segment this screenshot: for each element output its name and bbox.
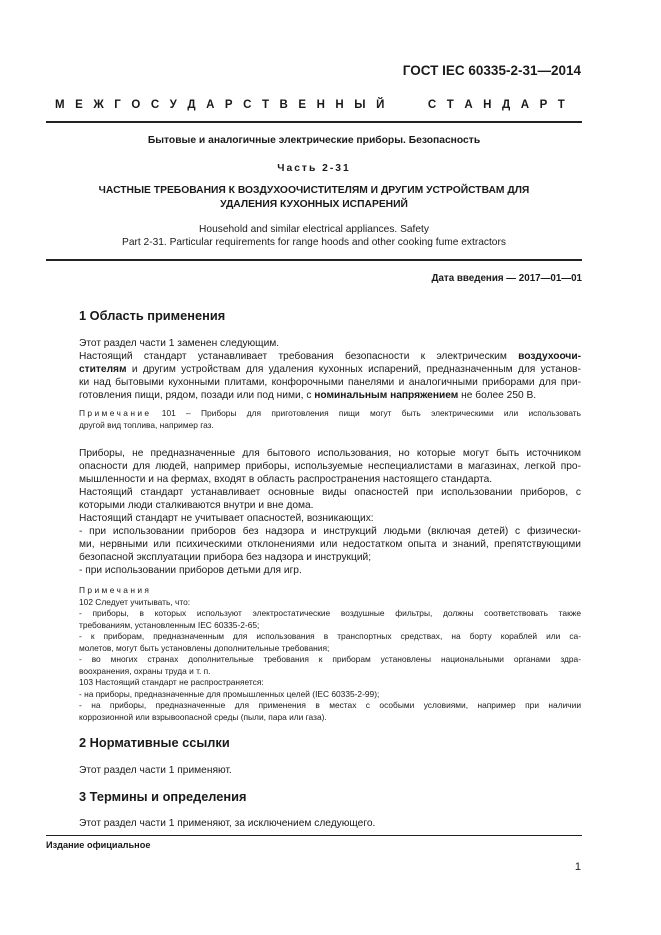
s1-p3-line1: Приборы, не предназначенные для бытового использования, но которые могут быть источником xyxy=(79,448,581,459)
s1-p4-line1: Настоящий стандарт устанавливает основные виды опасностей при использовании приборов, с xyxy=(79,487,581,498)
banner-letter: Н xyxy=(335,99,344,111)
banner-letter: Ж xyxy=(93,99,104,111)
banner-letter: У xyxy=(169,99,177,111)
banner-letter: Д xyxy=(502,99,511,111)
banner-letter: Т xyxy=(557,99,565,111)
section-1-body-2 xyxy=(79,447,581,577)
page-number: 1 xyxy=(574,861,581,873)
note-103: 103 Настоящий стандарт не распространяется: xyxy=(79,677,264,687)
introduction-date: Дата введения — 2017—01—01 xyxy=(431,273,582,284)
banner-letter: Й xyxy=(376,99,385,111)
banner-letter: Н xyxy=(316,99,325,111)
s1-p3-line2: опасности для людей, например приборы, используемые неспециалистами в магазинах, легкой про- xyxy=(79,461,581,472)
banner-letter: М xyxy=(55,99,65,111)
s1-p2-b: и другим устройствам для удаления кухонных испарений, предназначенным для установ- xyxy=(131,364,581,375)
banner-letter: О xyxy=(131,99,141,111)
official-edition-label: Издание официальное xyxy=(46,840,151,850)
s1-p5: Настоящий стандарт не учитывает опасностей, возникающих: xyxy=(79,513,374,524)
banner-letter: С xyxy=(427,99,437,111)
s1-p3-line3: мышленности и на фермах, входят в область распространения настоящего стандарта. xyxy=(79,474,493,485)
note-103-b2-line1: - на приборы, предназначенные для применения в местах с особыми условиями, например при наличии xyxy=(79,700,581,710)
note-102-b2-line2: молетов, могут быть установлены дополнительные требования; xyxy=(79,642,330,653)
s1-p2-line2 xyxy=(79,363,581,376)
banner-letter: Е xyxy=(298,99,307,111)
s1-b1-line2: ми, нервными или психическими отклонениями или недостатком опыта и знаний, препятствующими xyxy=(79,539,581,550)
note-102-b1-line2: требованиям, установленным IEC 60335-2-65; xyxy=(79,619,260,630)
banner-letter xyxy=(411,99,417,111)
s1-b2: - при использовании приборов детьми для игр. xyxy=(79,565,302,576)
banner-letter: А xyxy=(520,99,530,111)
notes-label: Примечания xyxy=(79,585,152,595)
banner-letter: Г xyxy=(114,99,121,111)
title-en-line2: Part 2-31. Particular requirements for range hoods and other cooking fume extractors xyxy=(122,237,506,248)
banner-letter: Ы xyxy=(354,99,366,111)
banner-letter: Е xyxy=(75,99,83,111)
section-2-text: Этот раздел части 1 применяют. xyxy=(79,765,232,776)
note-103-b1: - на приборы, предназначенные для промышленных целей (IEC 60335-2-99); xyxy=(79,688,380,699)
note-101 xyxy=(79,408,581,431)
note-102-b2-line1: - к приборам, предназначенным для использования в транспортных средствах, на борту кораблей или са- xyxy=(79,631,581,641)
banner-letter: С xyxy=(243,99,252,111)
s1-b1-line3: безопасной эксплуатации прибора без надзора и инструкций; xyxy=(79,552,372,563)
note-103-b2-line2: коррозионной или взрывоопасной среды (пыли, пара или газа). xyxy=(79,711,327,722)
banner-letter: Н xyxy=(483,99,492,111)
s1-p2-e: не более 250 В. xyxy=(461,390,537,401)
s1-p4-line2: которыми люди сталкиваются внутри и вне дома. xyxy=(79,500,314,511)
section-1-heading: 1 Область применения xyxy=(79,308,226,323)
document-number: ГОСТ IEC 60335-2-31—2014 xyxy=(402,63,581,78)
section-1-body xyxy=(79,337,581,402)
title-english xyxy=(46,223,582,249)
title-main-line1: ЧАСТНЫЕ ТРЕБОВАНИЯ К ВОЗДУХООЧИСТИТЕЛЯМ И ДРУГИМ УСТРОЙСТВАМ ДЛЯ xyxy=(98,185,530,196)
s1-p2-line3: ки над бытовыми кухонными плитами, конфорочными панелями и аналогичными приборами для при- xyxy=(79,377,581,388)
footer-rule xyxy=(46,835,582,836)
s1-p2-line4 xyxy=(79,389,581,402)
banner-letter: Р xyxy=(224,99,233,111)
banner-letter: В xyxy=(279,99,288,111)
notes-102-103 xyxy=(79,585,581,723)
header-rule xyxy=(46,121,582,123)
title-rule xyxy=(46,259,582,261)
title-part: Часть 2-31 xyxy=(277,163,351,174)
note-101-text1: 101 – Приборы для приготовления пищи могут быть электрическими или использовать xyxy=(161,408,582,418)
title-main-line2: УДАЛЕНИЯ КУХОННЫХ ИСПАРЕНИЙ xyxy=(220,199,408,210)
note-101-line1 xyxy=(79,408,581,420)
s1-p2-bold2: номинальным напряжением xyxy=(314,390,459,401)
s1-p2-bold1b: стителям xyxy=(79,364,127,375)
note-102-b3-line1: - во многих странах дополнительные требования к приборам установлены национальными органами здра- xyxy=(79,654,581,664)
s1-p1: Этот раздел части 1 заменен следующим. xyxy=(79,338,280,349)
banner-letter: Д xyxy=(187,99,196,111)
note-101-label: Примечание xyxy=(79,408,152,418)
section-3-heading: 3 Термины и определения xyxy=(79,789,247,804)
title-en-line1: Household and similar electrical appliances. Safety xyxy=(199,224,429,235)
banner-letter: А xyxy=(464,99,473,111)
interstate-standard-banner xyxy=(55,99,565,111)
banner-letter: А xyxy=(206,99,215,111)
s1-p2-line1 xyxy=(79,350,581,363)
note-102-b3-line2: воохранения, охраны труда и т. п. xyxy=(79,665,211,676)
banner-letter xyxy=(395,99,401,111)
banner-letter: Р xyxy=(539,99,548,111)
s1-p2-bold1a: воздухоочи- xyxy=(518,351,581,362)
note-102: 102 Следует учитывать, что: xyxy=(79,596,191,607)
banner-letter: Т xyxy=(261,99,269,111)
title-main xyxy=(46,184,582,212)
banner-letter: Т xyxy=(446,99,454,111)
s1-p2-d: готовления пищи, рядом, позади или под ними, с xyxy=(79,390,312,401)
s1-b1-line1: - при использовании приборов без надзора и инструкций людьми (включая детей) с физически- xyxy=(79,526,581,537)
section-3-text: Этот раздел части 1 применяют, за исключением следующего. xyxy=(79,818,376,829)
note-102-b1-line1: - приборы, в которых используют электростатические воздушные фильтры, должны соответствовать также xyxy=(79,608,581,618)
section-2-heading: 2 Нормативные ссылки xyxy=(79,735,230,750)
note-101-line2: другой вид топлива, например газ. xyxy=(79,419,214,430)
banner-letter: С xyxy=(150,99,160,111)
title-general: Бытовые и аналогичные электрические приборы. Безопасность xyxy=(147,135,481,146)
s1-p2-a: Настоящий стандарт устанавливает требования безопасности к электрическим xyxy=(79,351,507,362)
